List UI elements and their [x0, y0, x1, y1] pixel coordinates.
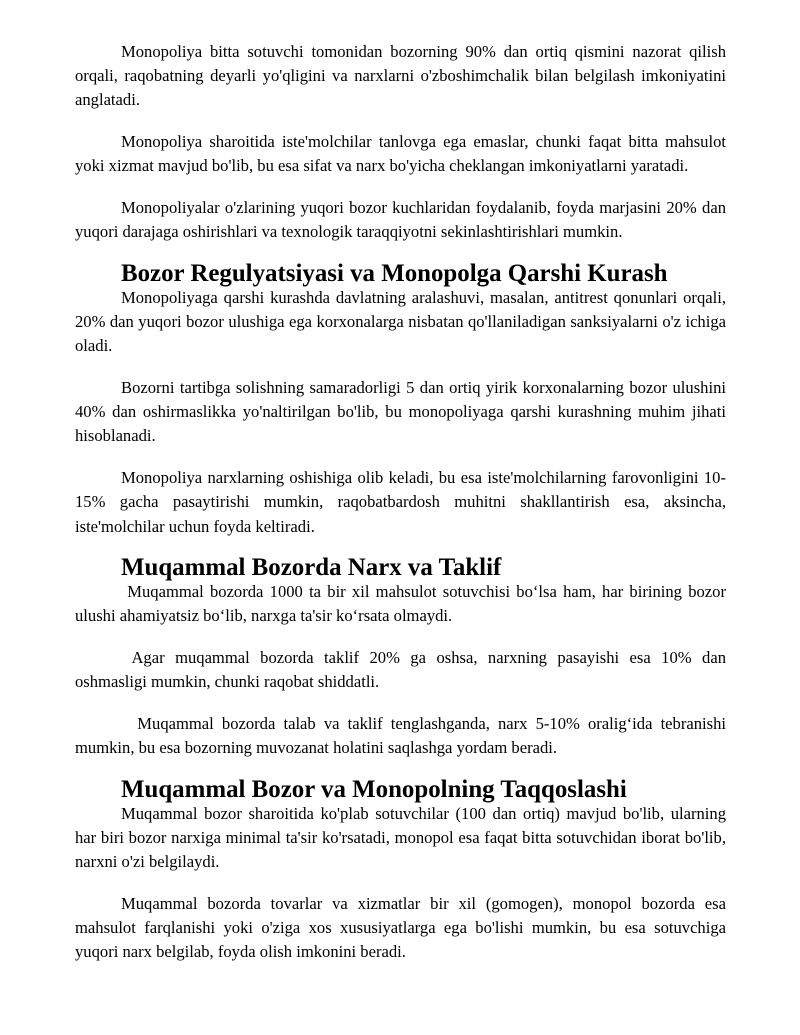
- paragraph: Muqammal bozorda talab va taklif tenglashganda, narx 5-10% oralig‘ida tebranishi mumkin, bu esa bozorning muvozanat holatini saqlashga yordam beradi.: [75, 714, 731, 758]
- paragraph: Bozorni tartibga solishning samaradorligi 5 dan ortiq yirik korxonalarning bozor ulushini 40% dan oshirmaslikka yo'naltirilgan bo'lib, bu monopoliyaga qarshi kurashning muhim jihati hisoblanadi.: [75, 378, 726, 446]
- paragraph: Monopoliya sharoitida iste'molchilar tanlovga ega emaslar, chunki faqat bitta mahsulot yoki xizmat mavjud bo'lib, bu esa sifat va narx bo'yicha cheklangan imkoniyatlarni yaratadi.: [75, 132, 726, 176]
- paragraph: Muqammal bozorda 1000 ta bir xil mahsulot sotuvchisi bo‘lsa ham, har birining bozor ulushi ahamiyatsiz bo‘lib, narxga ta'sir ko‘rsata olmaydi.: [75, 582, 731, 626]
- paragraph: Muqammal bozor sharoitida ko'plab sotuvchilar (100 dan ortiq) mavjud bo'lib, ularning har biri bozor narxiga minimal ta'sir ko'rsatadi, monopol esa faqat bitta sotuvchidan iborat bo'lib, narxni o'zi belgilaydi.: [75, 803, 726, 872]
- paragraph: Agar muqammal bozorda taklif 20% ga oshsa, narxning pasayishi esa 10% dan oshmasligi mumkin, chunki raqobat shiddatli.: [75, 648, 731, 692]
- paragraph: Monopoliyaga qarshi kurashda davlatning aralashuvi, masalan, antitrest qonunlari orqali, 20% dan yuqori bozor ulushiga ega korxonalarga nisbatan qo'llaniladigan sanksiyalarni o'z ichiga oladi.: [75, 287, 726, 356]
- section-heading: Muqammal Bozor va Monopolning Taqqoslashi: [121, 775, 627, 803]
- section-bozor-regulyatsiyasi: [75, 259, 726, 539]
- paragraph: Monopoliya narxlarning oshishiga olib keladi, bu esa iste'molchilarning farovonligini 10-15% gacha pasaytirishi mumkin, raqobatbardosh muhitni shakllantirish esa, aksincha, iste'molchilar uchun foyda keltiradi.: [75, 468, 726, 536]
- section-taqqoslash: [75, 775, 726, 965]
- document-page: [75, 40, 731, 982]
- intro-section: [75, 40, 726, 244]
- section-heading: Bozor Regulyatsiyasi va Monopolga Qarshi Kurash: [121, 259, 668, 287]
- paragraph: Muqammal bozorda tovarlar va xizmatlar bir xil (gomogen), monopol bozorda esa mahsulot farqlanishi yoki o'ziga xos xususiyatlarga ega bo'lishi mumkin, bu esa sotuvchiga yuqori narx belgilab, foyda olish imkonini beradi.: [75, 894, 726, 962]
- paragraph: Monopoliya bitta sotuvchi tomonidan bozorning 90% dan ortiq qismini nazorat qilish orqali, raqobatning deyarli yo'qligini va narxlarni o'zboshimchalik bilan belgilash imkoniyatini anglatadi.: [75, 42, 726, 110]
- section-narx-va-taklif: [75, 554, 731, 760]
- section-heading: Muqammal Bozorda Narx va Taklif: [121, 554, 502, 582]
- paragraph: Monopoliyalar o'zlarining yuqori bozor kuchlaridan foydalanib, foyda marjasini 20% dan yuqori darajaga oshirishlari va texnologik taraqqiyotni sekinlashtirishlari mumkin.: [75, 198, 726, 242]
